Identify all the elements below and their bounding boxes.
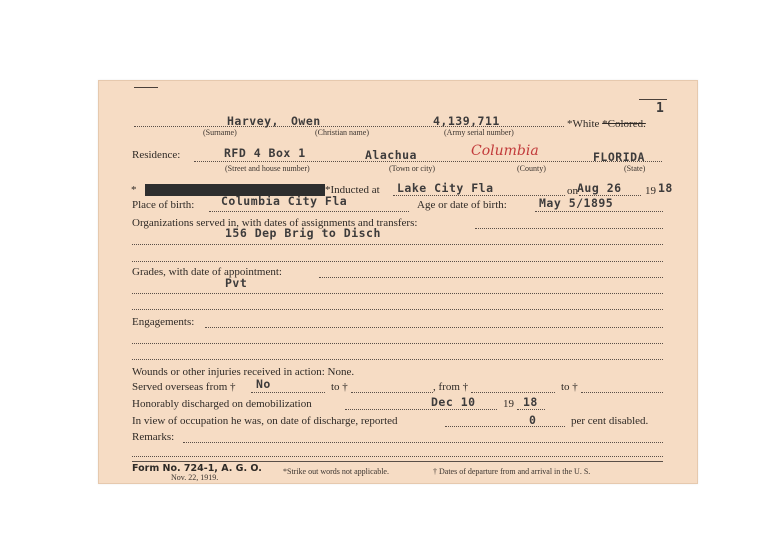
organizations-label: Organizations served in, with dates of assignments and transfers: (132, 217, 418, 229)
grades-line-3 (132, 309, 663, 310)
remarks-line-1 (183, 442, 663, 443)
serial-number-caption: (Army serial number) (444, 128, 514, 137)
overseas-line-1 (251, 392, 325, 393)
grades-value: Pvt (225, 276, 248, 290)
induction-year-value: 18 (658, 181, 673, 195)
residence-line (194, 161, 662, 162)
age-line (535, 211, 663, 212)
discharge-year-prefix: 19 (503, 398, 514, 410)
disability-suffix: per cent disabled. (571, 415, 649, 427)
street-value: RFD 4 Box 1 (224, 146, 306, 160)
organizations-line-2 (132, 244, 663, 245)
overseas-from: , from † (433, 381, 469, 393)
age-value: May 5/1895 (539, 196, 614, 210)
corner-number: 1 (656, 101, 665, 116)
organizations-line-1 (475, 228, 663, 229)
discharge-label: Honorably discharged on demobilization (132, 398, 312, 410)
grades-line-2 (132, 293, 663, 294)
remarks-label: Remarks: (132, 431, 175, 443)
induction-year-prefix: 19 (645, 185, 656, 197)
race-prefix: * (567, 118, 573, 130)
form-number: Form No. 724-1, A. G. O. (132, 463, 262, 474)
top-mark (134, 87, 158, 88)
discharge-date-value: Dec 10 (431, 395, 476, 409)
grades-label: Grades, with date of appointment: (132, 266, 282, 278)
race-white-label: White (572, 118, 600, 130)
discharge-year-line (517, 409, 545, 410)
surname-value: Harvey, (227, 114, 279, 128)
inducted-at-value: Lake City Fla (397, 181, 494, 195)
name-line (134, 126, 564, 127)
overseas-label: Served overseas from † (132, 381, 236, 393)
induction-prefix: * (131, 184, 137, 196)
overseas-to-2: to † (561, 381, 578, 393)
inducted-at-label: *Inducted at (325, 184, 380, 196)
organizations-value: 156 Dep Brig to Disch (225, 226, 381, 240)
race-white (567, 118, 646, 130)
age-label: Age or date of birth: (417, 199, 507, 211)
town-value: Alachua (365, 148, 417, 162)
overseas-to-1: to † (331, 381, 348, 393)
state-caption: (State) (624, 164, 646, 173)
christian-name-caption: (Christian name) (315, 128, 369, 137)
grades-line-1 (319, 277, 663, 278)
serial-number-value: 4,139,711 (433, 114, 500, 128)
race-colored-label: *Colored. (602, 118, 646, 130)
footer-note-dates: † Dates of departure from and arrival in the U. S. (433, 467, 591, 476)
induction-date-value: Aug 26 (577, 181, 622, 195)
county-caption: (County) (517, 164, 546, 173)
town-caption: (Town or city) (389, 164, 436, 173)
birth-line (209, 211, 409, 212)
disability-label: In view of occupation he was, on date of discharge, reported (132, 415, 398, 427)
organizations-line-3 (132, 261, 663, 262)
on-label: on (567, 185, 578, 197)
form-date: Nov. 22, 1919. (171, 473, 219, 482)
place-of-birth-value: Columbia City Fla (221, 194, 348, 208)
discharge-year-value: 18 (523, 395, 538, 409)
disability-line (445, 426, 565, 427)
engagements-line-2 (132, 343, 663, 344)
footer-rule (132, 461, 663, 462)
service-record-card (98, 80, 698, 484)
corner-line (639, 99, 667, 100)
engagements-line-1 (205, 327, 663, 328)
wounds-text: Wounds or other injuries received in action: None. (132, 366, 355, 378)
engagements-line-3 (132, 359, 663, 360)
footer-note-strike: *Strike out words not applicable. (283, 467, 389, 476)
remarks-line-2 (132, 456, 663, 457)
state-value: FLORIDA (593, 150, 645, 164)
overseas-line-2 (351, 392, 433, 393)
street-caption: (Street and house number) (225, 164, 310, 173)
disability-value: 0 (529, 413, 537, 427)
overseas-line-4 (581, 392, 663, 393)
place-of-birth-label: Place of birth: (132, 199, 195, 211)
residence-label: Residence: (132, 149, 181, 161)
overseas-value: No (256, 377, 271, 391)
discharge-line (345, 409, 497, 410)
engagements-label: Engagements: (132, 316, 195, 328)
surname-caption: (Surname) (203, 128, 237, 137)
county-value: Columbia (471, 143, 539, 159)
overseas-line-3 (471, 392, 555, 393)
christian-name-value: Owen (291, 114, 321, 128)
